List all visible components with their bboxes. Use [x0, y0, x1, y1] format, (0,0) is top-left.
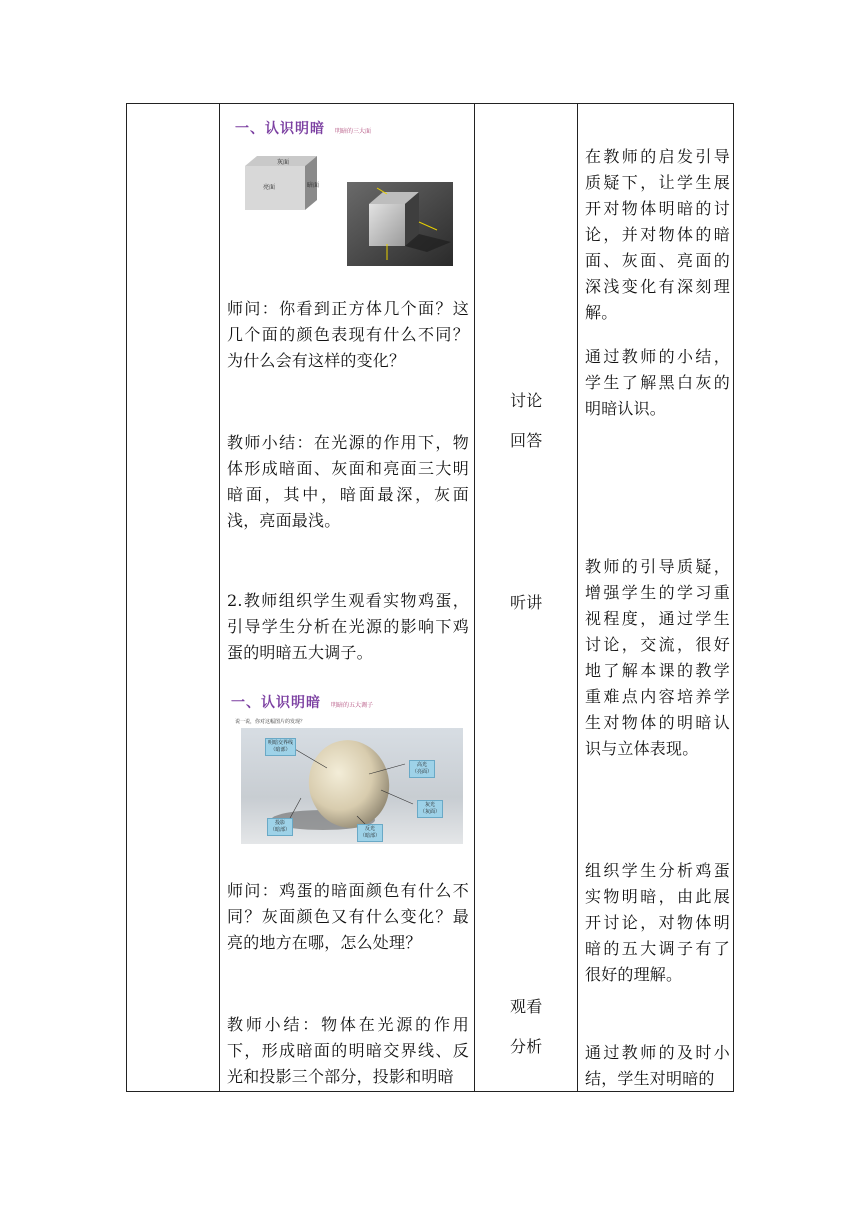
step-2-text: 2.教师组织学生观看实物鸡蛋，引导学生分析在光源的影响下鸡蛋的明暗五大调子。: [227, 591, 469, 662]
slide1-subheading: 明暗的三大面: [335, 128, 372, 135]
intent-paragraph-1: 在教师的启发引导质疑下，让学生展开对物体明暗的讨论，并对物体的暗面、灰面、亮面的深浅变化有深刻理解。: [585, 147, 730, 322]
design-intent-column: [127, 104, 733, 1091]
student-analyze: 分析: [510, 1037, 543, 1056]
teacher-summary-1: 教师小结：在光源的作用下，物体形成暗面、灰面和亮面三大明暗面，其中，暗面最深，灰面浅，亮面最浅。: [227, 433, 469, 530]
intent-paragraph-4: 组织学生分析鸡蛋实物明暗，由此展开讨论，对物体明暗的五大调子有了很好的理解。: [585, 861, 730, 984]
intent-paragraph-5: 通过教师的及时小结，学生对明暗的: [585, 1043, 730, 1088]
callout-cast-shadow: 投影 （暗部）: [267, 818, 293, 836]
teacher-question-1: 师问：你看到正方体几个面？这几个面的颜色表现有什么不同？为什么会有这样的变化？: [227, 299, 469, 370]
slide2-caption: 说一说，你对这幅图片的发现？: [235, 719, 306, 725]
cube-side-label: 暗面: [307, 182, 320, 189]
slide2-heading: 一、认识明暗: [231, 695, 321, 711]
cube-front-label: 亮面: [263, 184, 276, 191]
cube-top-label: 灰面: [277, 159, 290, 166]
slide1-heading: 一、认识明暗: [235, 121, 325, 137]
callout-highlight: 高光 （亮面）: [409, 760, 435, 778]
callout-reflected-light: 反光 （暗部）: [357, 824, 383, 842]
student-observe: 观看: [510, 997, 543, 1016]
teacher-question-2: 师问：鸡蛋的暗面颜色有什么不同？灰面颜色又有什么变化？最亮的地方在哪，怎么处理？: [227, 881, 469, 952]
slide2-subheading: 明暗的五大调子: [331, 702, 374, 709]
callout-halftone: 灰光 （灰面）: [417, 800, 443, 818]
student-answer: 回答: [510, 431, 543, 450]
teacher-summary-2: 教师小结：物体在光源的作用下，形成暗面的明暗交界线、反光和投影三个部分，投影和明暗: [227, 1015, 469, 1086]
callout-terminator: 明暗交界线 （暗部）: [265, 738, 296, 756]
intent-paragraph-2: 通过教师的小结，学生了解黑白灰的明暗认识。: [585, 347, 730, 418]
student-listen: 听讲: [510, 593, 543, 612]
intent-paragraph-3: 教师的引导质疑，增强学生的学习重视程度，通过学生讨论，交流，很好地了解本课的教学重难点内容培养学生对物体的明暗认识与立体表现。: [585, 557, 730, 758]
student-discuss: 讨论: [510, 391, 543, 410]
lesson-table: [126, 103, 734, 1092]
